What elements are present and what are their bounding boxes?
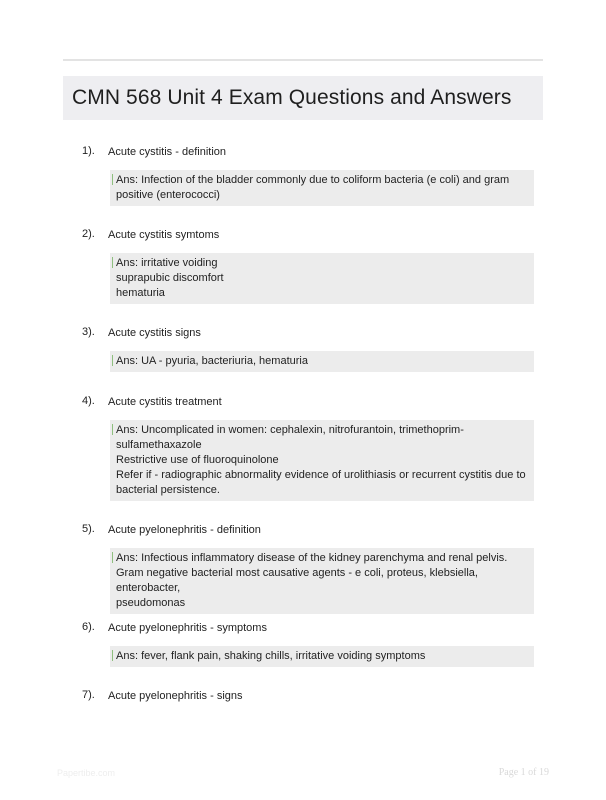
- question-number: 4).: [82, 395, 95, 407]
- question-number: 7).: [82, 689, 95, 701]
- answer-marker: [112, 355, 113, 366]
- question-number: 5).: [82, 523, 95, 535]
- footer-watermark: Papertibe.com: [57, 768, 116, 778]
- question-number: 6).: [82, 621, 95, 633]
- answer-box: [110, 170, 534, 206]
- question-text: Acute cystitis - definition: [108, 146, 226, 158]
- question-text: Acute cystitis symtoms: [108, 229, 220, 241]
- question-number: 1).: [82, 145, 95, 157]
- page-title: CMN 568 Unit 4 Exam Questions and Answers: [72, 86, 512, 109]
- answer-line: sulfamethaxazole: [116, 439, 202, 451]
- answer-marker: [112, 174, 113, 185]
- page-indicator: Page 1 of 19: [498, 767, 549, 778]
- question-number: 3).: [82, 326, 95, 338]
- answer-line: Ans: Infectious inflammatory disease of the kidney parenchyma and renal pelvis.: [116, 552, 508, 564]
- question-text: Acute cystitis signs: [108, 327, 201, 339]
- answer-line: pseudomonas: [116, 597, 186, 609]
- answer-line: Ans: fever, flank pain, shaking chills, irritative voiding symptoms: [116, 650, 426, 662]
- answer-box: [110, 351, 534, 372]
- question-text: Acute pyelonephritis - symptoms: [108, 622, 267, 634]
- answer-box: [110, 253, 534, 304]
- question-number: 2).: [82, 228, 95, 240]
- answer-box: [110, 548, 534, 614]
- answer-line: Restrictive use of fluoroquinolone: [116, 454, 279, 466]
- question-text: Acute pyelonephritis - definition: [108, 524, 261, 536]
- answer-box: [110, 646, 534, 667]
- answer-line: Refer if - radiographic abnormality evidence of urolithiasis or recurrent cystitis due to: [116, 469, 526, 481]
- answer-marker: [112, 650, 113, 661]
- answer-marker: [112, 552, 113, 563]
- question-text: Acute pyelonephritis - signs: [108, 690, 243, 702]
- answer-line: Gram negative bacterial most causative agents - e coli, proteus, klebsiella, enterobacter,: [116, 567, 482, 594]
- answer-marker: [112, 424, 113, 435]
- answer-line: Ans: irritative voiding: [116, 257, 218, 269]
- answer-line: Ans: Uncomplicated in women: cephalexin, nitrofurantoin, trimethoprim-: [116, 424, 464, 436]
- answer-line: suprapubic discomfort: [116, 272, 224, 284]
- answer-marker: [112, 257, 113, 268]
- answer-line: Ans: UA - pyuria, bacteriuria, hematuria: [116, 355, 308, 367]
- answer-line: bacterial persistence.: [116, 484, 220, 496]
- answer-line: hematuria: [116, 287, 165, 299]
- answer-line: Ans: Infection of the bladder commonly due to coliform bacteria (e coli) and gram: [116, 174, 510, 186]
- answer-box: [110, 420, 534, 501]
- title-banner: [63, 76, 543, 120]
- top-divider: [63, 59, 543, 61]
- question-text: Acute cystitis treatment: [108, 396, 222, 408]
- answer-line: positive (enterococci): [116, 189, 220, 201]
